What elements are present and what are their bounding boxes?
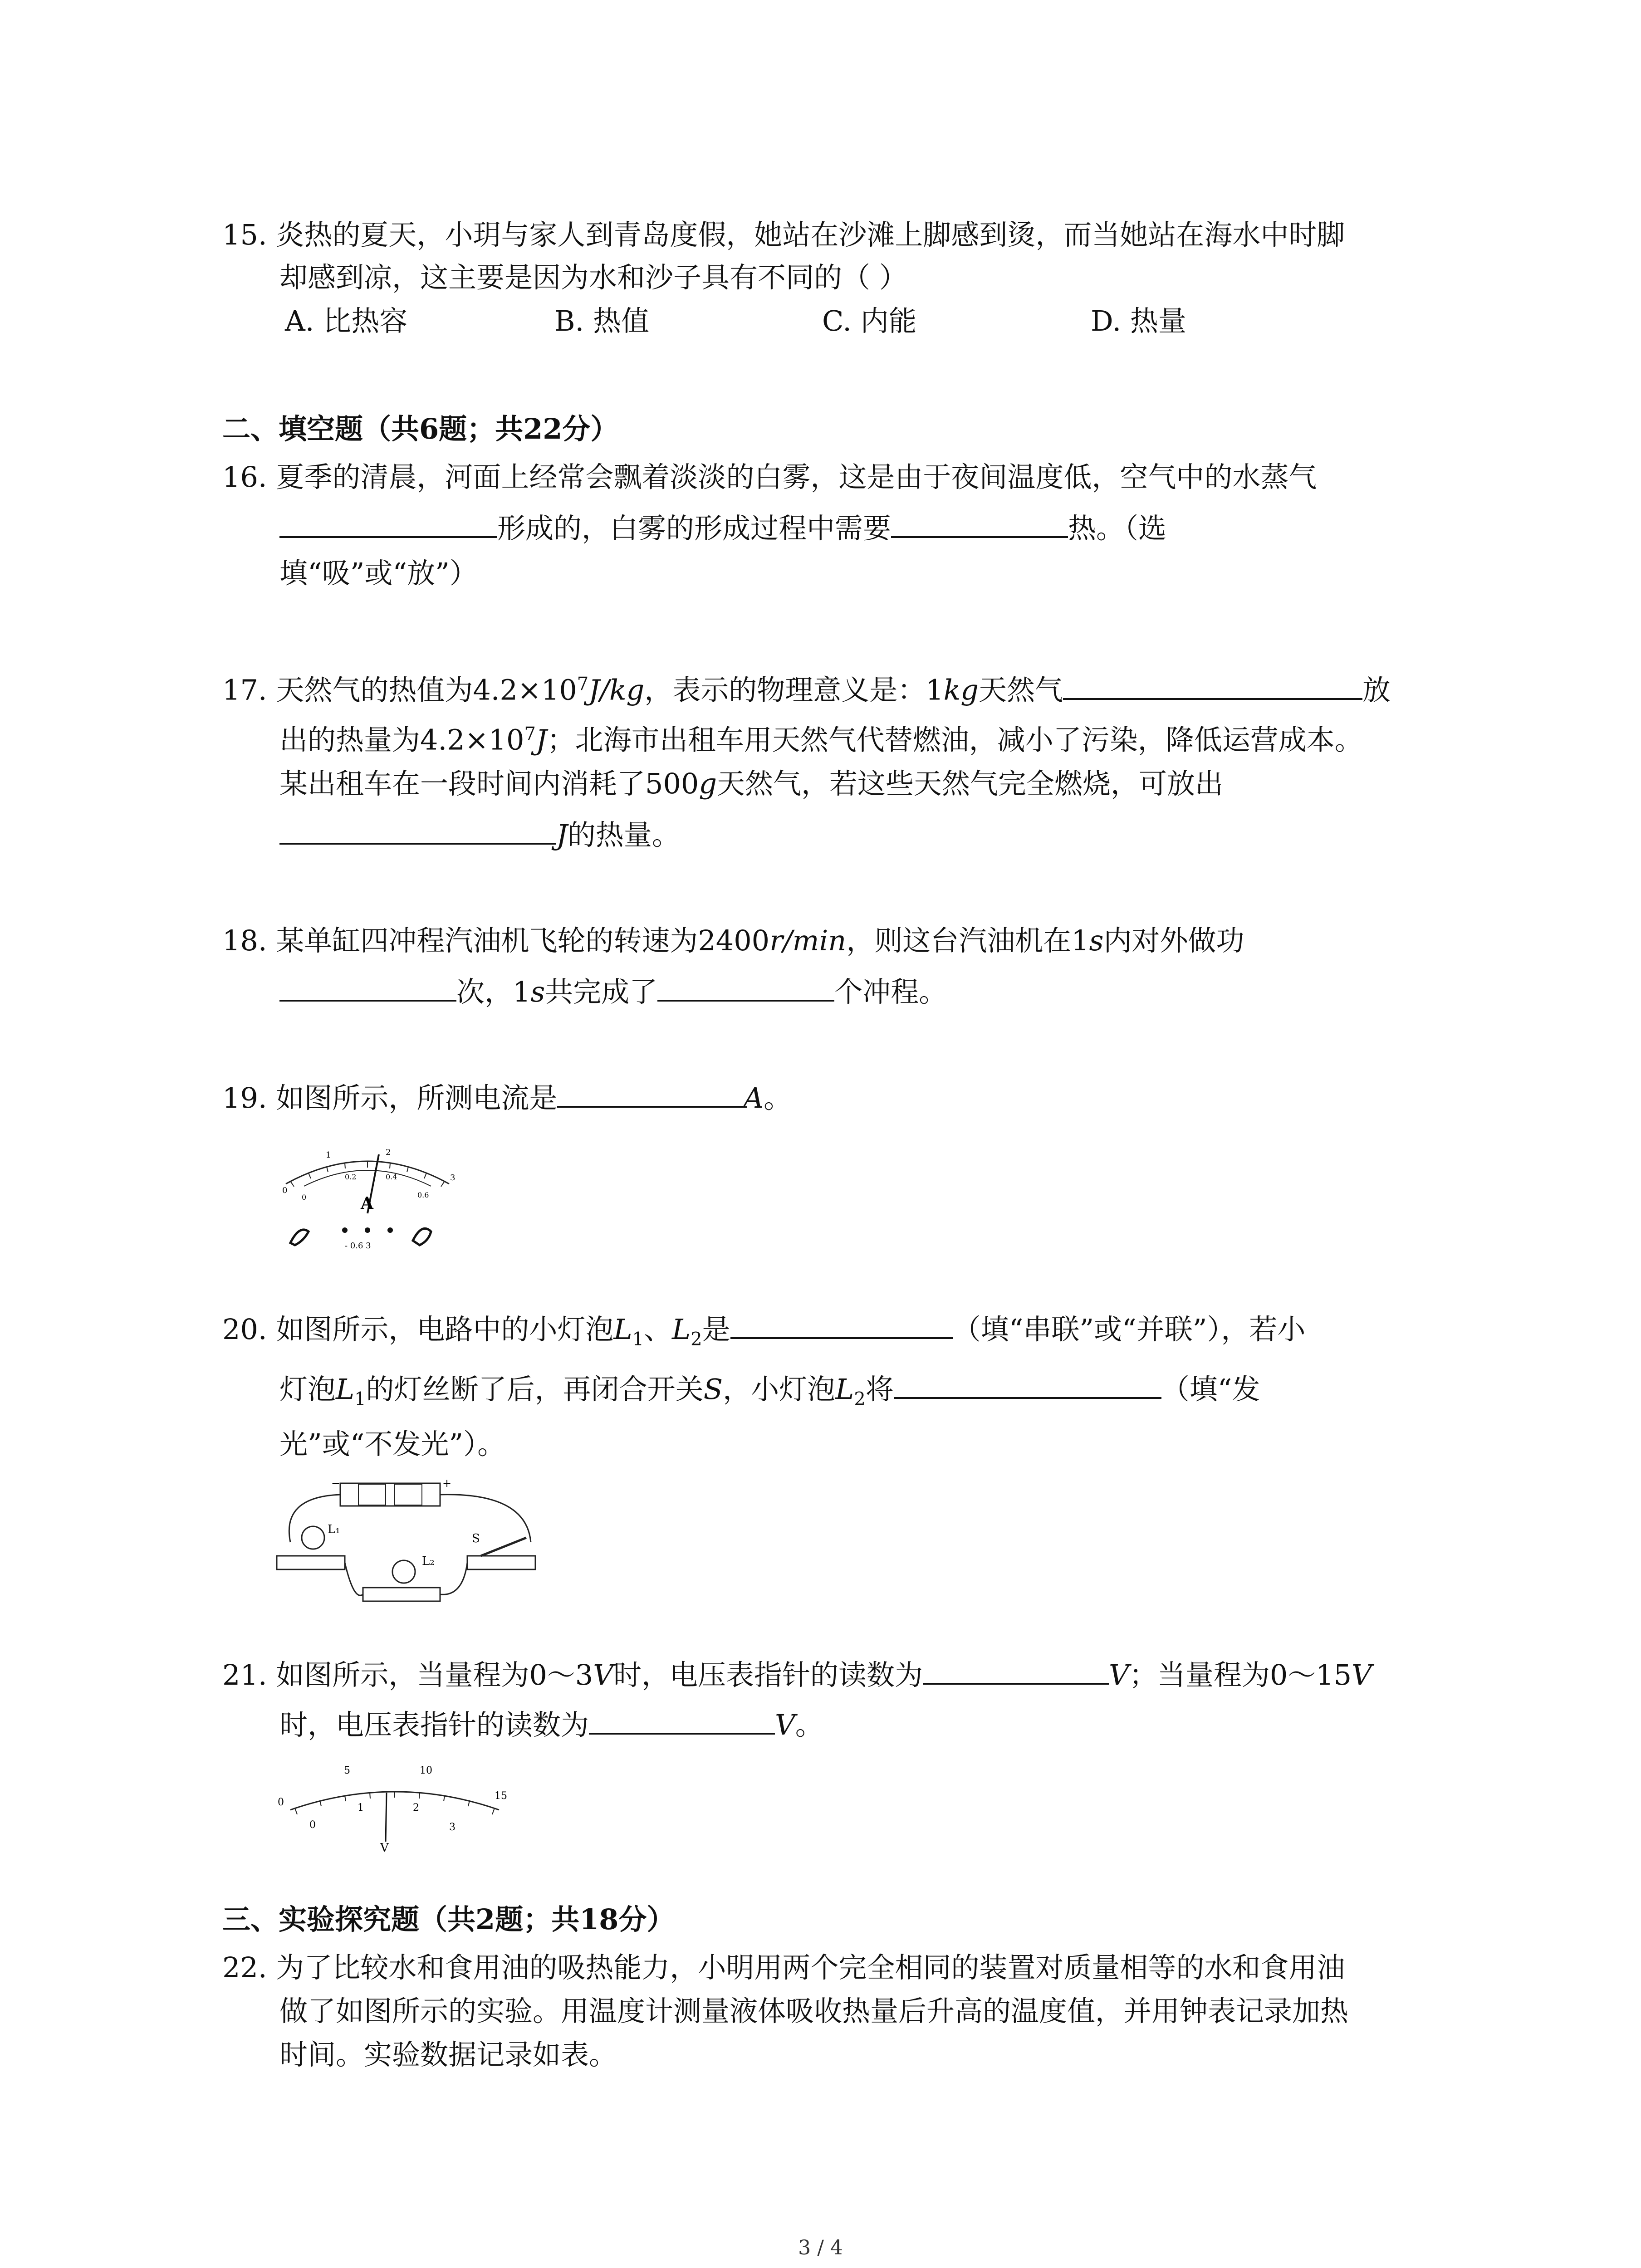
lamp-l2-label: L₂ — [422, 1554, 435, 1568]
q20-symbol: S — [703, 1373, 723, 1406]
q17-exponent: 7 — [577, 674, 589, 694]
q16-blank-1[interactable] — [279, 510, 497, 538]
q20-text: （填“串联”或“并联”），若小 — [952, 1313, 1306, 1346]
q18-text: 共完成了 — [545, 975, 658, 1008]
voltmeter-top-10: 10 — [420, 1765, 432, 1776]
ammeter-tick-3: 3 — [450, 1173, 456, 1183]
q17-number: 17. — [222, 673, 267, 707]
q19-line1 — [222, 1080, 792, 1116]
ammeter-terminals: - 0.6 3 — [345, 1241, 371, 1251]
q21-text: 。 — [795, 1708, 823, 1741]
q20-subscript: 1 — [632, 1329, 644, 1350]
q15-option-a: A. 比热容 — [285, 304, 408, 337]
q21-blank-1[interactable] — [923, 1657, 1109, 1685]
ammeter-sub-3: 0.6 — [417, 1191, 429, 1199]
q17-line1 — [222, 666, 1391, 709]
page-number: 3 / 4 — [798, 2236, 843, 2259]
q16-text-3: 热。（选 — [1068, 512, 1167, 545]
q15-line1 — [222, 217, 1345, 253]
q17-text: 天然气，若这些天然气完全燃烧，可放出 — [717, 767, 1224, 800]
q17-text: 天然气的热值为4.2×10 — [276, 673, 577, 707]
q21-text: 时，电压表指针的读数为 — [613, 1658, 923, 1691]
q18-blank-1[interactable] — [279, 973, 456, 1002]
voltmeter-label: V — [380, 1841, 389, 1855]
q18-text: 次，1 — [456, 975, 531, 1008]
q17-text: 的热量。 — [567, 818, 680, 851]
q22-line2: 做了如图所示的实验。用温度计测量液体吸收热量后升高的温度值，并用钟表记录加热 — [279, 1994, 1349, 2028]
q19-unit: A — [743, 1081, 764, 1114]
q18-unit: r/min — [769, 924, 847, 957]
lamp-l1-label: L₁ — [328, 1523, 340, 1536]
q15-text-1: 炎热的夏天，小玥与家人到青岛度假，她站在沙滩上脚感到烫，而当她站在海水中时脚 — [276, 218, 1345, 251]
q20-blank-2[interactable] — [894, 1371, 1161, 1399]
q20-number: 20. — [222, 1313, 267, 1346]
voltmeter-top-15: 15 — [495, 1790, 507, 1802]
q22-number: 22. — [222, 1951, 267, 1984]
q21-text: 如图所示，当量程为0～3 — [276, 1658, 593, 1691]
q17-text: 天然气 — [978, 673, 1063, 707]
q18-line1 — [222, 923, 1244, 959]
q17-text: 出的热量为4.2×10 — [279, 723, 524, 757]
q18-text: 个冲程。 — [834, 975, 947, 1008]
q20-text: 的灯丝断了后，再闭合开关 — [366, 1373, 704, 1406]
ammeter-tick-1: 1 — [326, 1150, 331, 1160]
q15-line2: 却感到凉，这主要是因为水和沙子具有不同的（ ） — [279, 261, 907, 294]
ammeter-sub-0: 0 — [302, 1193, 307, 1202]
ammeter-label: A — [361, 1194, 373, 1213]
q17-unit: g — [699, 767, 717, 800]
q20-text: ，小灯泡 — [723, 1373, 836, 1406]
q21-unit: V — [1109, 1658, 1129, 1691]
q15-option-d: D. 热量 — [1091, 304, 1186, 337]
q21-blank-2[interactable] — [589, 1706, 775, 1735]
voltmeter-bottom-0: 0 — [309, 1819, 316, 1831]
q19-blank[interactable] — [557, 1080, 743, 1108]
q17-unit: J — [535, 723, 547, 757]
q17-blank-2[interactable] — [279, 816, 556, 845]
q16-text-2: 形成的，白雾的形成过程中需要 — [497, 512, 892, 545]
q20-subscript: 1 — [354, 1388, 366, 1410]
q16-text-1: 夏季的清晨，河面上经常会飘着淡淡的白雾，这是由于夜间温度低，空气中的水蒸气 — [276, 460, 1317, 494]
q21-line1 — [222, 1657, 1372, 1693]
q15-option-c: C. 内能 — [822, 304, 917, 337]
q21-unit: V — [1352, 1658, 1372, 1691]
q20-symbol: L — [835, 1373, 854, 1406]
ammeter-figure — [277, 1129, 458, 1252]
battery-minus: − — [331, 1477, 341, 1490]
q17-unit: kg — [943, 673, 979, 707]
voltmeter-bottom-2: 2 — [413, 1802, 419, 1813]
q17-unit: J/kg — [588, 673, 645, 707]
section-2-title: 二、填空题（共6题；共22分） — [222, 412, 619, 445]
section-3-title: 三、实验探究题（共2题；共18分） — [222, 1903, 675, 1936]
q21-unit: V — [593, 1658, 614, 1691]
q20-subscript: 2 — [691, 1329, 702, 1350]
q20-subscript: 2 — [854, 1388, 866, 1410]
battery-plus: + — [442, 1477, 452, 1490]
q19-text: 如图所示，所测电流是 — [276, 1081, 558, 1114]
q18-text: 某单缸四冲程汽油机飞轮的转速为2400 — [276, 924, 770, 957]
q22-text-1: 为了比较水和食用油的吸热能力，小明用两个完全相同的装置对质量相等的水和食用油 — [276, 1951, 1345, 1984]
q16-number: 16. — [222, 460, 267, 494]
q17-blank-1[interactable] — [1063, 672, 1362, 700]
q20-symbol: L — [613, 1313, 632, 1346]
q20-text: 灯泡 — [279, 1373, 336, 1406]
q16-blank-2[interactable] — [891, 510, 1068, 538]
q16-line1 — [222, 459, 1317, 495]
q22-line1 — [222, 1950, 1345, 1986]
q17-unit: J — [556, 818, 568, 851]
q20-text: 如图所示，电路中的小灯泡 — [276, 1313, 614, 1346]
voltmeter-bottom-3: 3 — [449, 1822, 456, 1833]
ammeter-tick-0: 0 — [282, 1186, 288, 1195]
q15-number: 15. — [222, 218, 267, 251]
q20-text: 、 — [643, 1313, 672, 1346]
voltmeter-top-0: 0 — [278, 1797, 284, 1808]
q18-number: 18. — [222, 924, 267, 957]
ammeter-sub-2: 0.4 — [386, 1173, 397, 1181]
q16-line3: 填“吸”或“放”） — [279, 557, 478, 590]
q17-text: 某出租车在一段时间内消耗了500 — [279, 767, 699, 800]
q19-number: 19. — [222, 1081, 267, 1114]
q21-line2 — [279, 1706, 823, 1743]
q20-line2 — [279, 1371, 1260, 1417]
q20-line1 — [222, 1311, 1305, 1357]
q18-text: 内对外做功 — [1103, 924, 1244, 957]
q20-line3: 光”或“不发光”）。 — [279, 1427, 506, 1461]
q20-text: （填“发 — [1161, 1373, 1260, 1406]
circuit-figure — [272, 1474, 554, 1619]
q16-line2 — [279, 510, 1166, 547]
q22-line3: 时间。实验数据记录如表。 — [279, 2038, 617, 2071]
switch-label: S — [472, 1532, 480, 1545]
q17-exponent: 7 — [524, 723, 536, 744]
q21-unit: V — [775, 1708, 795, 1741]
q18-text: ，则这台汽油机在1 — [846, 924, 1089, 957]
q17-line3 — [279, 766, 1223, 802]
q18-unit: s — [1089, 924, 1104, 957]
voltmeter-bottom-1: 1 — [358, 1802, 364, 1813]
q19-text: 。 — [764, 1081, 792, 1114]
voltmeter-top-5: 5 — [344, 1765, 350, 1776]
ammeter-tick-2: 2 — [386, 1148, 391, 1157]
q18-unit: s — [530, 975, 545, 1008]
q21-number: 21. — [222, 1658, 267, 1691]
q17-text: 放 — [1362, 673, 1391, 707]
q20-blank-1[interactable] — [730, 1311, 953, 1339]
q15-option-b: B. 热值 — [554, 304, 649, 337]
q18-line2 — [279, 973, 947, 1010]
q20-symbol: L — [336, 1373, 355, 1406]
q21-text: ；当量程为0～15 — [1129, 1658, 1352, 1691]
q20-text: 是 — [702, 1313, 730, 1346]
q17-line2 — [279, 716, 1363, 758]
q20-text: 将 — [865, 1373, 894, 1406]
q17-text: ，表示的物理意义是：1 — [644, 673, 944, 707]
q21-text: 时，电压表指针的读数为 — [279, 1708, 589, 1741]
ammeter-sub-1: 0.2 — [345, 1173, 357, 1181]
voltmeter-figure — [277, 1755, 513, 1855]
q18-blank-2[interactable] — [657, 973, 834, 1002]
q20-symbol: L — [671, 1313, 691, 1346]
q17-text: ；北海市出租车用天然气代替燃油，减小了污染，降低运营成本。 — [547, 723, 1363, 757]
q17-line4 — [279, 816, 680, 853]
